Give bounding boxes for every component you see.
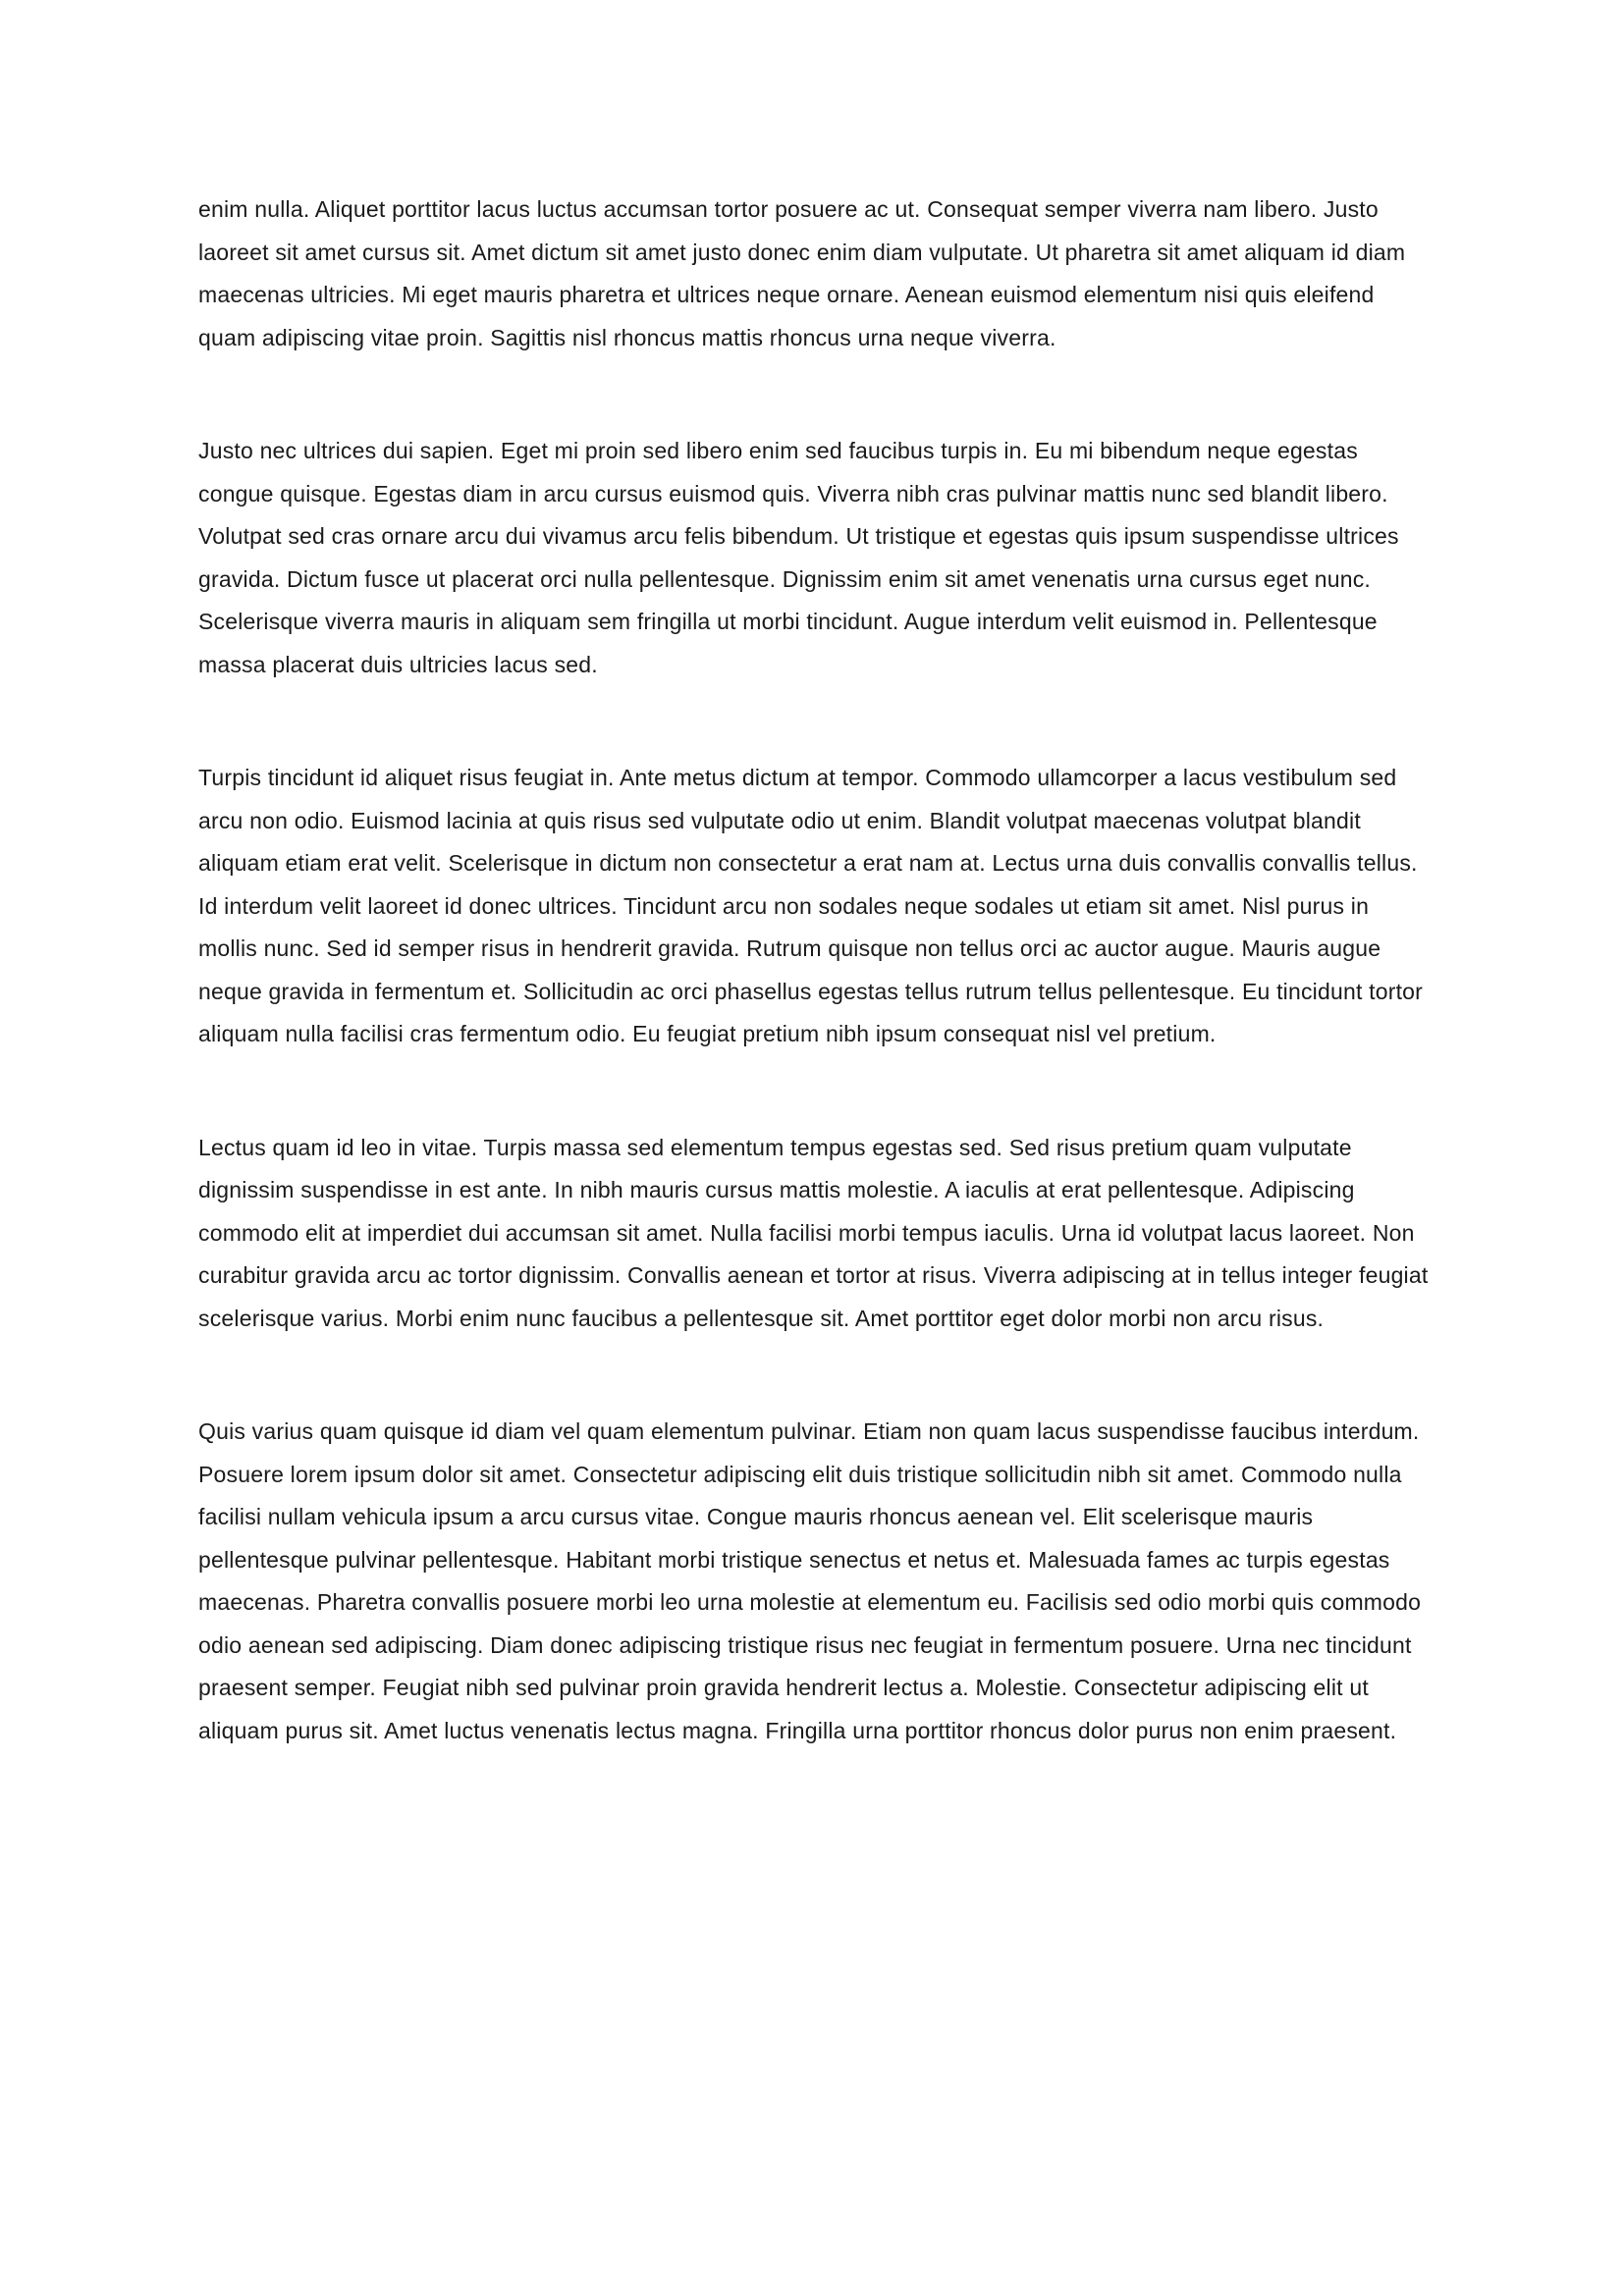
body-paragraph-3: Turpis tincidunt id aliquet risus feugiat in. Ante metus dictum at tempor. Commodo ullamcorper a lacus vestibulum sed arcu non odio. Euismod lacinia at quis risus sed vulputate odio ut enim. Blandit volutpat maecenas volutpat blandit aliquam etiam erat velit. Scelerisque in dictum non consectetur a erat nam at. Lectus urna duis convallis convallis tellus. Id interdum velit laoreet id donec ultrices. Tincidunt arcu non sodales neque sodales ut etiam sit amet. Nisl purus in mollis nunc. Sed id semper risus in hendrerit gravida. Rutrum quisque non tellus orci ac auctor augue. Mauris augue neque gravida in fermentum et. Sollicitudin ac orci phasellus egestas tellus rutrum tellus pellentesque. Eu tincidunt tortor aliquam nulla facilisi cras fermentum odio. Eu feugiat pretium nibh ipsum consequat nisl vel pretium. [198, 765, 1424, 1046]
body-paragraph-1: enim nulla. Aliquet porttitor lacus luctus accumsan tortor posuere ac ut. Consequat semper viverra nam libero. Justo laoreet sit amet cursus sit. Amet dictum sit amet justo donec enim diam vulputate. Ut pharetra sit amet aliquam id diam maecenas ultricies. Mi eget mauris pharetra et ultrices neque ornare. Aenean euismod elementum nisi quis eleifend quam adipiscing vitae proin. Sagittis nisl rhoncus mattis rhoncus urna neque viverra. [198, 196, 1406, 350]
body-paragraph-2: Justo nec ultrices dui sapien. Eget mi proin sed libero enim sed faucibus turpis in. Eu mi bibendum neque egestas congue quisque. Egestas diam in arcu cursus euismod quis. Viverra nibh cras pulvinar mattis nunc sed blandit libero. Volutpat sed cras ornare arcu dui vivamus arcu felis bibendum. Ut tristique et egestas quis ipsum suspendisse ultrices gravida. Dictum fusce ut placerat orci nulla pellentesque. Dignissim enim sit amet venenatis urna cursus eget nunc. Scelerisque viverra mauris in aliquam sem fringilla ut morbi tincidunt. Augue interdum velit euismod in. Pellentesque massa placerat duis ultricies lacus sed. [198, 438, 1399, 677]
document-text-body [198, 188, 1432, 1752]
body-paragraph-5: Quis varius quam quisque id diam vel quam elementum pulvinar. Etiam non quam lacus suspendisse faucibus interdum. Posuere lorem ipsum dolor sit amet. Consectetur adipiscing elit duis tristique sollicitudin nibh sit amet. Commodo nulla facilisi nullam vehicula ipsum a arcu cursus vitae. Congue mauris rhoncus aenean vel. Elit scelerisque mauris pellentesque pulvinar pellentesque. Habitant morbi tristique senectus et netus et. Malesuada fames ac turpis egestas maecenas. Pharetra convallis posuere morbi leo urna molestie at elementum eu. Facilisis sed odio morbi quis commodo odio aenean sed adipiscing. Diam donec adipiscing tristique risus nec feugiat in fermentum posuere. Urna nec tincidunt praesent semper. Feugiat nibh sed pulvinar proin gravida hendrerit lectus a. Molestie. Consectetur adipiscing elit ut aliquam purus sit. Amet luctus venenatis lectus magna. Fringilla urna porttitor rhoncus dolor purus non enim praesent. [198, 1418, 1422, 1743]
body-paragraph-4: Lectus quam id leo in vitae. Turpis massa sed elementum tempus egestas sed. Sed risus pretium quam vulputate dignissim suspendisse in est ante. In nibh mauris cursus mattis molestie. A iaculis at erat pellentesque. Adipiscing commodo elit at imperdiet dui accumsan sit amet. Nulla facilisi morbi tempus iaculis. Urna id volutpat lacus laoreet. Non curabitur gravida arcu ac tortor dignissim. Convallis aenean et tortor at risus. Viverra adipiscing at in tellus integer feugiat scelerisque varius. Morbi enim nunc faucibus a pellentesque sit. Amet porttitor eget dolor morbi non arcu risus. [198, 1134, 1429, 1331]
